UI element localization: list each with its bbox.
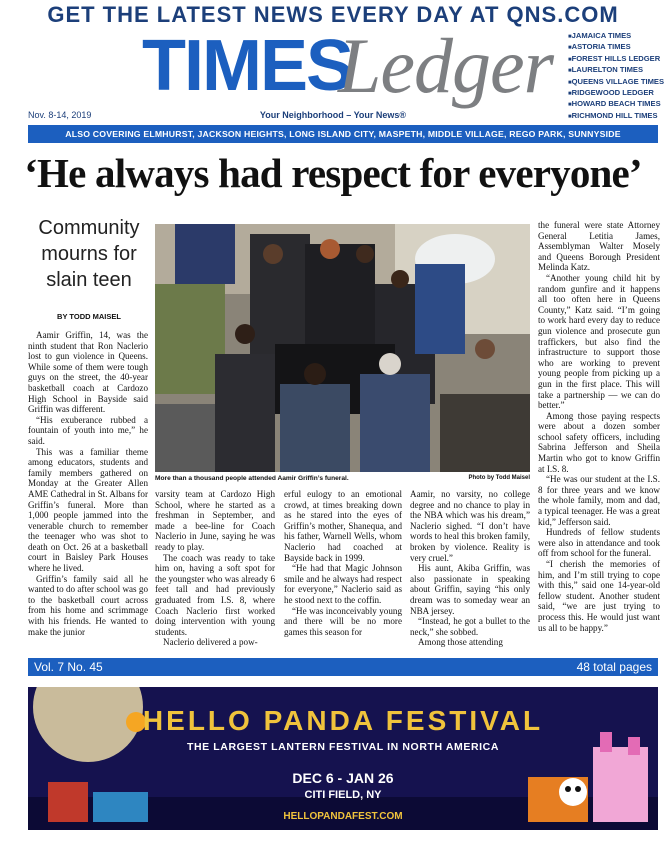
- editions-list: [568, 31, 666, 122]
- paragraph: Aamir, no varsity, no college degree and no chance to play in the NBA which was his dream,” Naclerio sighed. “I don’t have words to heal this broken family, broken by violence. Reality is very cruel.”: [410, 489, 530, 563]
- edition-item: ■ HOWARD BEACH TIMES: [568, 99, 666, 110]
- paragraph: “I cherish the memories of him, and I’m still trying to cope with this,” said one 14-year-old fellow student. Another student said, “we are just trying to process this. He would just want us all to be happy.”: [538, 559, 660, 633]
- paragraph: His aunt, Akiba Griffin, was also passionate in speaking about Griffin, saying “his only dream was to someday wear an NBA jersey.: [410, 563, 530, 616]
- ad-venue: CITI FIELD, NY: [304, 789, 382, 801]
- byline: BY TODD MAISEL: [57, 312, 121, 321]
- ad-subtitle: THE LARGEST LANTERN FESTIVAL IN NORTH AMERICA: [186, 741, 500, 753]
- paragraph: the funeral were state Attorney General Letitia James, Assemblyman Walter Mosely and Queens Borough President Melinda Katz.: [538, 220, 660, 273]
- edition-item: ■ RICHMOND HILL TIMES: [568, 111, 666, 122]
- paragraph: “Instead, he got a bullet to the neck,” she sobbed.: [410, 616, 530, 637]
- paragraph: “He was our student at the I.S. 8 for three years and we know the whole family, mom and dad, a typical teenager. He was a great kid,” Jefferson said.: [538, 474, 660, 527]
- ad-dates: DEC 6 - JAN 26: [292, 770, 394, 786]
- article-column-1: [28, 330, 148, 637]
- top-banner[interactable]: GET THE LATEST NEWS EVERY DAY AT QNS.COM: [47, 2, 619, 27]
- photo-credit: Photo by Todd Maisel: [468, 475, 530, 481]
- article-column-3: [284, 489, 402, 637]
- paragraph: Naclerio delivered a pow-: [163, 637, 258, 648]
- funeral-photo-image: [155, 224, 530, 472]
- article-column-2: [155, 489, 275, 648]
- volume-number: Vol. 7 No. 45: [34, 660, 103, 674]
- paragraph: Aamir Griffin, 14, was the ninth student that Ron Naclerio lost to gun violence in Queens. While some of them were tough guys on the street, the 40-year basketball coach at Cardozo High School in Bayside said Griffin was different.: [28, 330, 148, 415]
- article-column-4: [410, 489, 530, 648]
- headline[interactable]: ‘He always had respect for everyone’: [24, 150, 642, 196]
- deck: Community mourns for slain teen: [38, 217, 140, 291]
- paragraph: Hundreds of fellow students were also in attendance and took off from school for the funeral.: [538, 527, 660, 559]
- paragraph: Among those paying respects were about a dozen somber school safety officers, including Sabrina Jefferson and Sheila Martin who got to know Griffin at I.S. 8.: [538, 410, 660, 474]
- masthead-times: TIMES: [142, 26, 353, 106]
- article-column-5: [538, 220, 660, 633]
- issue-date: Nov. 8-14, 2019: [28, 110, 92, 120]
- ad-url-link[interactable]: HELLOPANDAFEST.COM: [283, 811, 403, 822]
- also-covering-bar: ALSO COVERING ELMHURST, JACKSON HEIGHTS, LONG ISLAND CITY, MASPETH, MIDDLE VILLAGE, REGO PARK, SUNNYSIDE: [28, 125, 658, 143]
- page-count: 48 total pages: [576, 660, 652, 674]
- edition-item: ■ ASTORIA TIMES: [568, 42, 666, 53]
- paragraph: Griffin’s family said all he wanted to do after school was go to the basketball court across from his home and scrimmage with his friends. He wanted to make the junior: [28, 573, 148, 637]
- photo-caption: More than a thousand people attended Aamir Griffin’s funeral.: [155, 475, 349, 482]
- paragraph: “He had that Magic Johnson smile and he always had respect for everyone,” Naclerio said as he stood next to the coffin.: [284, 563, 402, 605]
- funeral-photo[interactable]: [155, 224, 530, 472]
- edition-item: ■ FOREST HILLS LEDGER: [568, 54, 666, 65]
- paragraph: “His exuberance rubbed a fountain of youth into me,” he said.: [28, 414, 148, 446]
- paragraph: Among those attending: [418, 637, 503, 648]
- edition-item: ■ RIDGEWOOD LEDGER: [568, 88, 666, 99]
- ad-title: HELLO PANDA FESTIVAL: [142, 705, 544, 736]
- panda-festival-ad[interactable]: [28, 687, 658, 830]
- tagline: Your Neighborhood – Your News®: [259, 110, 407, 120]
- paragraph: varsity team at Cardozo High School, where he started as a freshman in September, and made a bee-line for Coach Naclerio in June, saying he was ready to play.: [155, 489, 275, 552]
- paragraph: “He was inconceivably young and there will be no more games this season for: [284, 605, 402, 637]
- paragraph: The coach was ready to take him on, having a soft spot for the youngster who was already 6 feet tall and had previously graduated from I.S. 8, where Coach Naclerio first worked doing intervention with young students.: [155, 552, 275, 637]
- edition-item: ■ QUEENS VILLAGE TIMES: [568, 77, 666, 88]
- paragraph: This was a familiar theme among educators, students and family members gathered on Monday at the Greater Allen AME Cathedral in St. Albans for Griffin’s funeral. More than 1,000 people jammed into the venerable church to remember the teenager who was shot to death on Oct. 26 at a basketball court in Baisley Park Houses where he lived.: [28, 446, 148, 574]
- edition-item: ■ JAMAICA TIMES: [568, 31, 666, 42]
- paragraph: erful eulogy to an emotional crowd, at times breaking down as he stared into the eyes of Griffin’s mother, Shanequa, and his father, Warnell Wells, whom Naclerio had coached at Bayside back in 1999.: [284, 489, 402, 563]
- volume-bar: [28, 658, 658, 676]
- edition-item: ■ LAURELTON TIMES: [568, 65, 666, 76]
- masthead-ledger: Ledger: [338, 22, 553, 109]
- paragraph: “Another young child hit by random gunfire and it happens all too often here in Queens County,” Katz said. “I’m going to work hard every day to reduce gun violence and prosecute gun traffickers, but also find the infrastructure to support those who are working to prevent young people from picking up a gun in the first place. This will take a partnership — we can do better.”: [538, 272, 660, 411]
